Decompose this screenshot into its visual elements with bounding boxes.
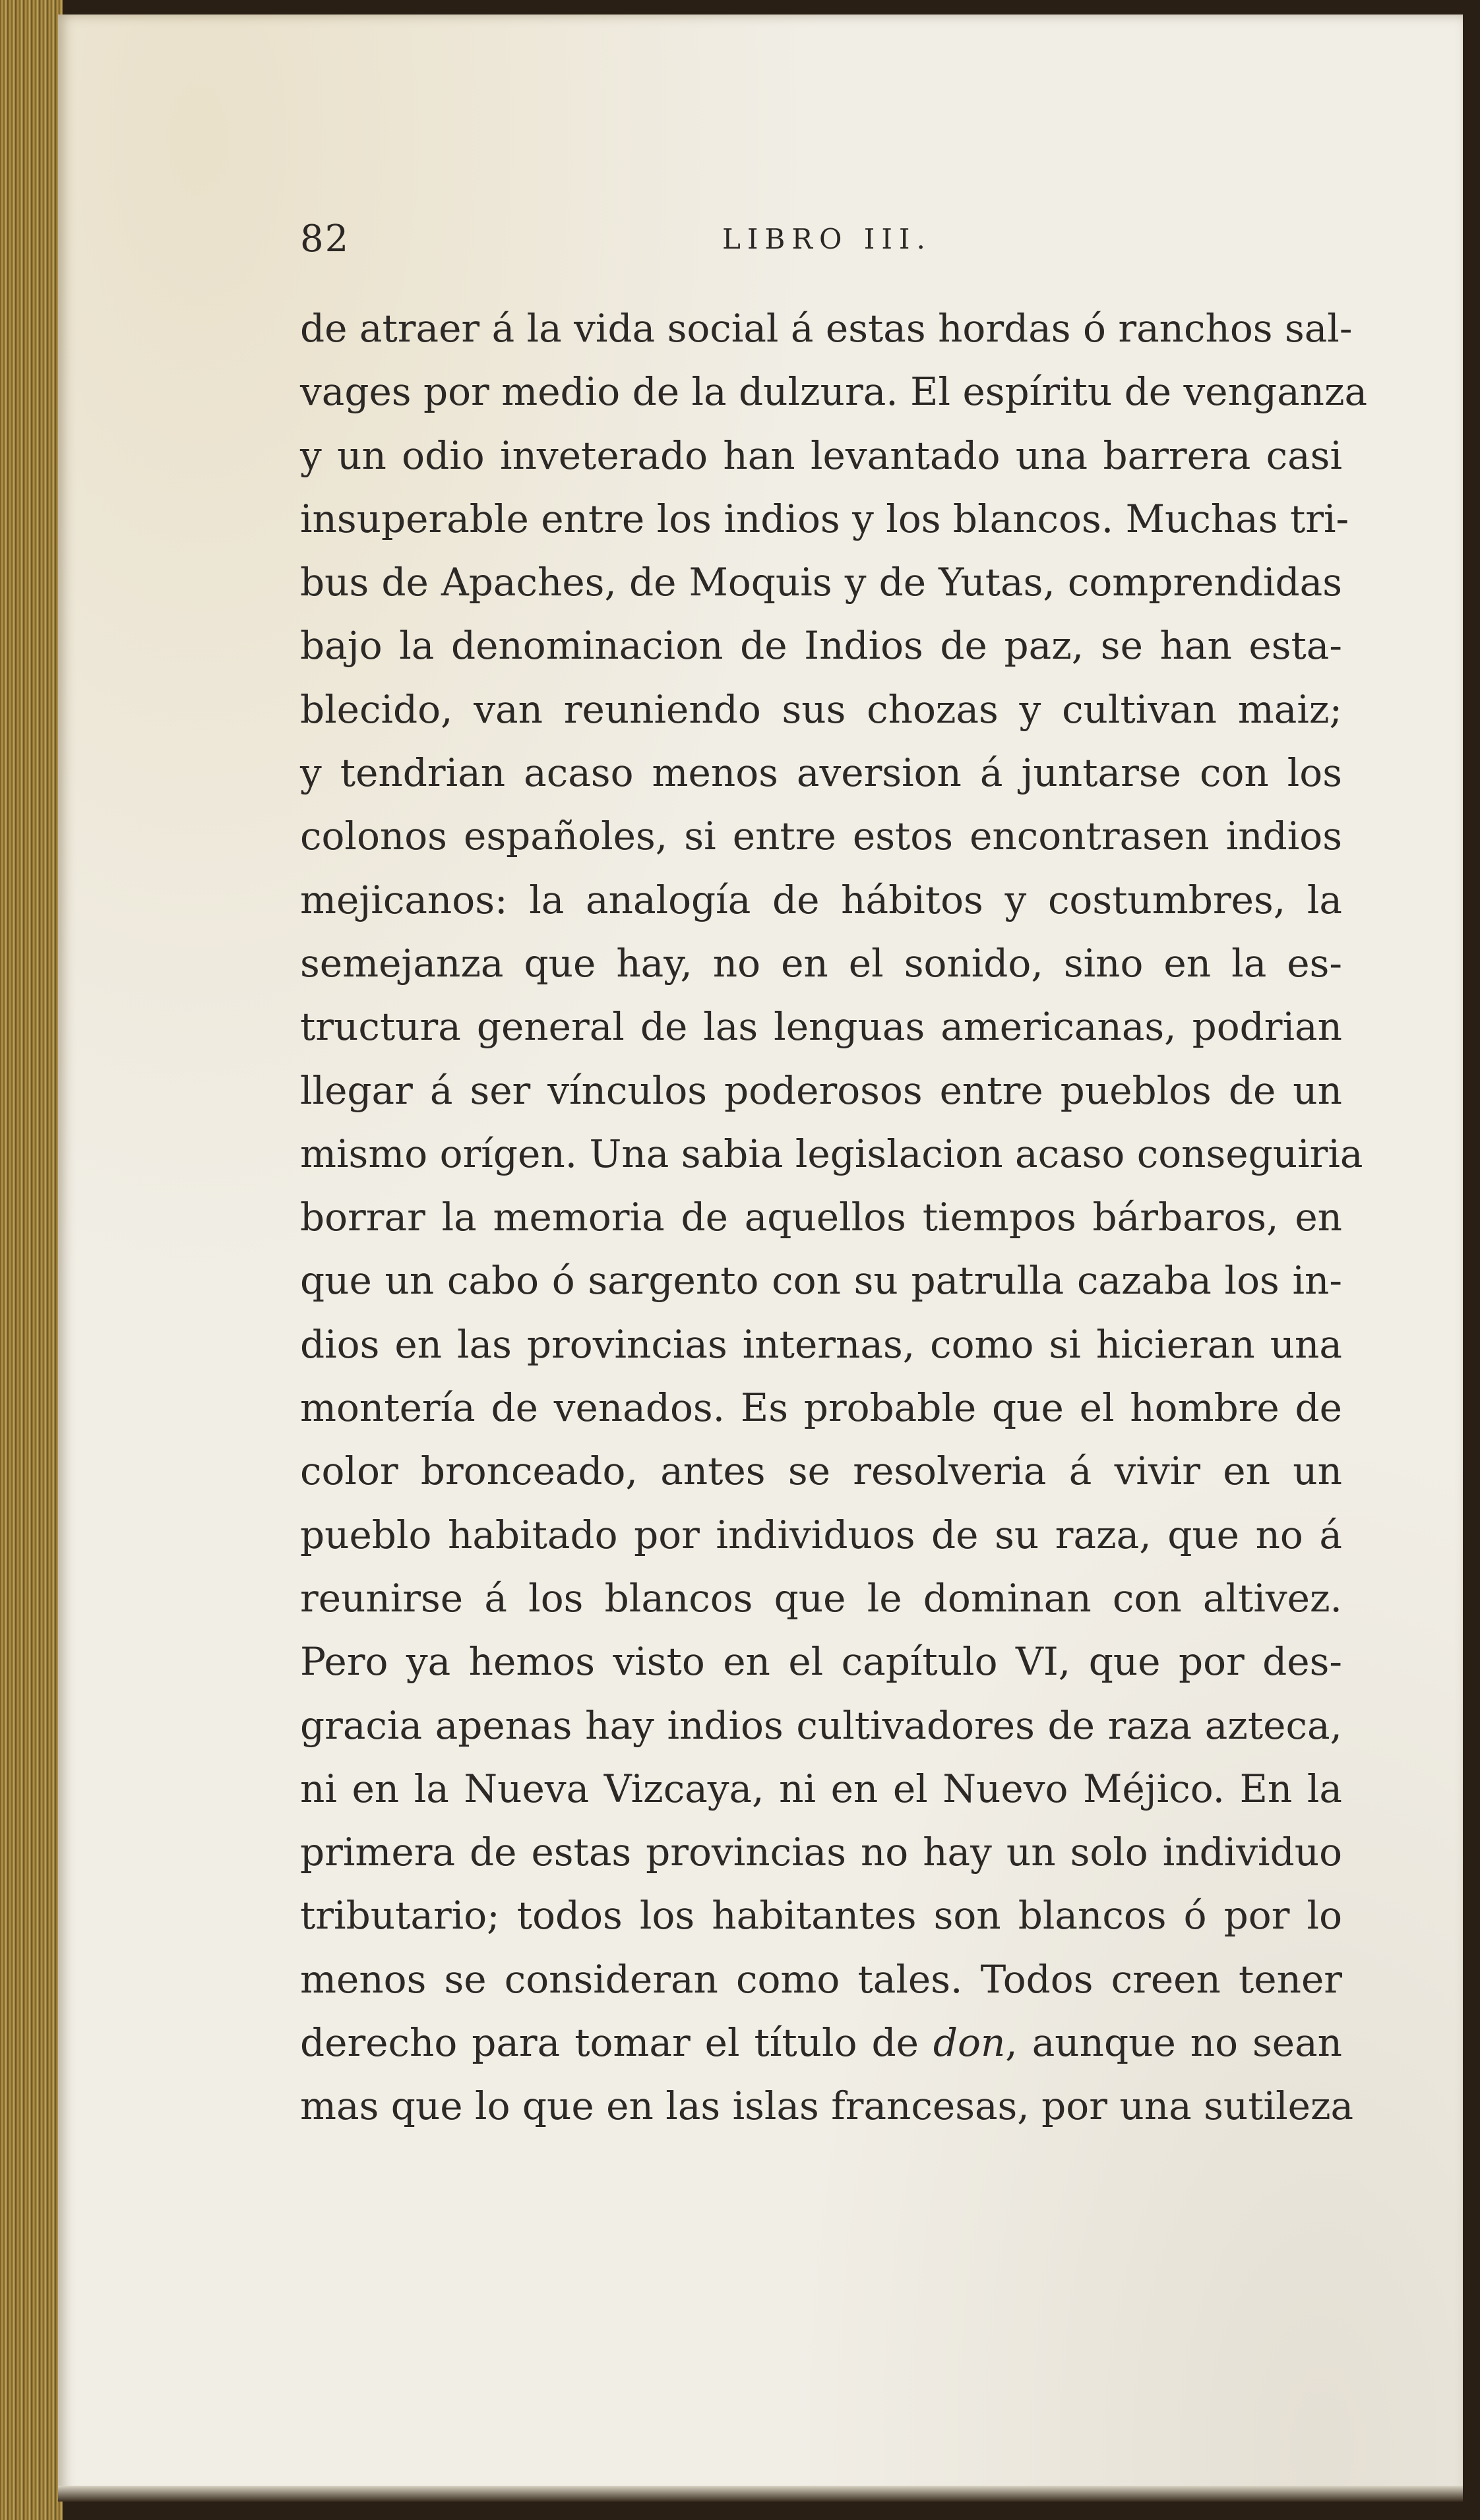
running-title: LIBRO III. <box>722 223 932 255</box>
text-line: vages por medio de la dulzura. El espíritu de venganza <box>300 369 1368 415</box>
gilt-page-edge <box>0 0 63 2520</box>
text-line: bajo la denominacion de Indios de paz, se han esta- <box>300 623 1342 669</box>
text-line: mejicanos: la analogía de hábitos y costumbres, la <box>300 877 1342 922</box>
text-line: bus de Apaches, de Moquis y de Yutas, comprendidas <box>300 560 1342 605</box>
text-line: blecido, van reuniendo sus chozas y cultivan maiz; <box>300 686 1342 732</box>
text-segment: derecho para tomar el título de <box>300 2020 933 2066</box>
text-line: primera de estas provincias no hay un solo individuo <box>300 1830 1342 1875</box>
text-line: de atraer á la vida social á estas hordas ó ranchos sal- <box>300 306 1353 351</box>
text-line: tructura general de las lenguas americanas, podrian <box>300 1004 1342 1050</box>
text-line: color bronceado, antes se resolveria á vivir en un <box>300 1449 1342 1494</box>
body-text <box>300 297 1368 2138</box>
text-line: y un odio inveterado han levantado una barrera casi <box>300 433 1342 478</box>
text-line: y tendrian acaso menos aversion á juntarse con los <box>300 750 1342 796</box>
text-line: pueblo habitado por individuos de su raza, que no á <box>300 1512 1342 1557</box>
text-line: mismo orígen. Una sabia legislacion acaso conseguiria <box>300 1131 1363 1176</box>
text-line: ni en la Nueva Vizcaya, ni en el Nuevo Méjico. En la <box>300 1766 1342 1811</box>
text-line: menos se consideran como tales. Todos creen tener <box>300 1956 1342 2002</box>
italic-word: don <box>933 2020 1006 2066</box>
text-line: tributario; todos los habitantes son blancos ó por lo <box>300 1893 1342 1938</box>
text-line: llegar á ser vínculos poderosos entre pueblos de un <box>300 1067 1342 1113</box>
text-line: mas que lo que en las islas francesas, por una sutileza <box>300 2084 1354 2129</box>
running-head <box>300 218 1342 264</box>
text-line: semejanza que hay, no en el sonido, sino en la es- <box>300 940 1342 986</box>
text-line: montería de venados. Es probable que el hombre de <box>300 1385 1342 1431</box>
bottom-edge-shadow <box>58 2486 1463 2502</box>
page-number: 82 <box>300 218 350 260</box>
text-line: Pero ya hemos visto en el capítulo VI, que por des- <box>300 1639 1342 1685</box>
text-segment: , aunque no sean <box>1005 2020 1343 2066</box>
text-line: insuperable entre los indios y los blancos. Muchas tri- <box>300 496 1349 541</box>
text-line: que un cabo ó sargento con su patrulla cazaba los in- <box>300 1258 1342 1304</box>
text-line: colonos españoles, si entre estos encontrasen indios <box>300 814 1342 859</box>
text-line: borrar la memoria de aquellos tiempos bárbaros, en <box>300 1195 1342 1240</box>
text-line: reunirse á los blancos que le dominan con altivez. <box>300 1575 1342 1621</box>
text-line: dios en las provincias internas, como si hicieran una <box>300 1321 1342 1367</box>
text-line: gracia apenas hay indios cultivadores de raza azteca, <box>300 1702 1342 1748</box>
text-line-with-italic <box>300 2011 1342 2074</box>
